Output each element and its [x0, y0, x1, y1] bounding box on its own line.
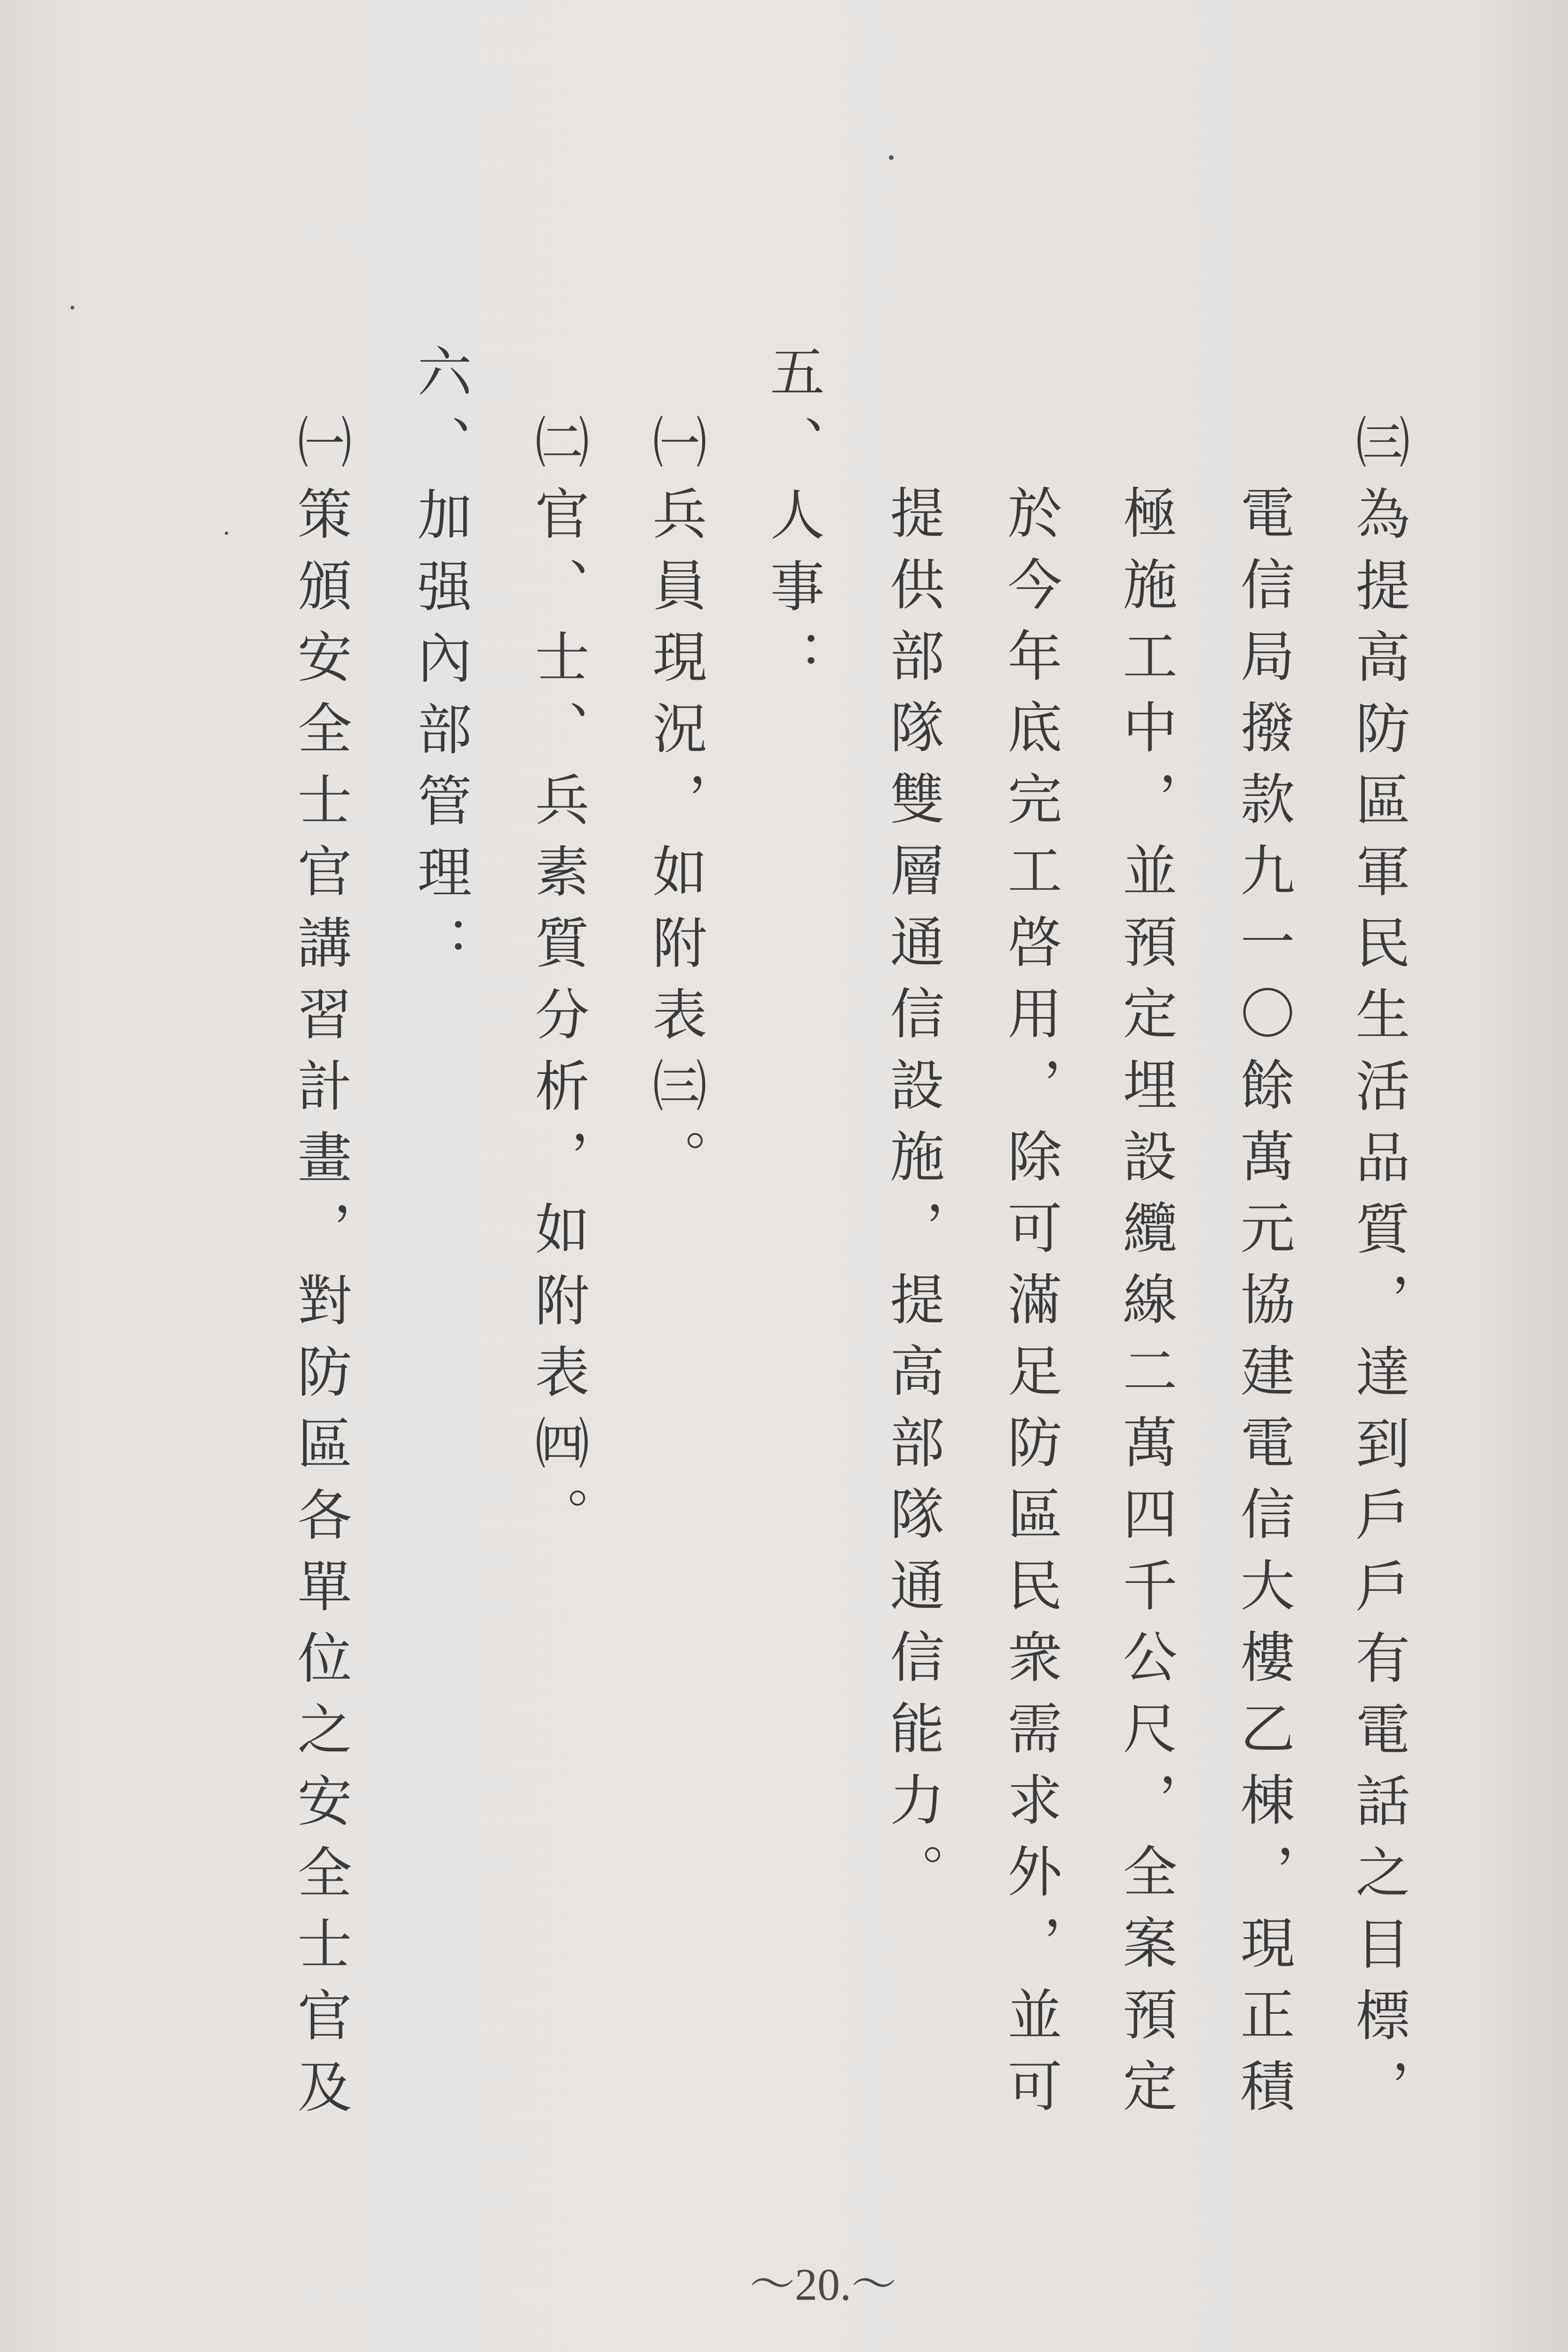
page-number: ～20.～: [750, 2259, 896, 2310]
text-column-7: ㈠兵員現況，如附表㈢。: [643, 414, 707, 1200]
text-column-4: 於今年底完工啓用，除可滿足防區民衆需求外，並可: [998, 485, 1062, 2129]
paper-speck: [71, 306, 74, 310]
text-column-5: 提供部隊雙層通信設施，提高部隊通信能力。: [881, 485, 944, 1915]
section-heading-personnel: 五、人事：: [761, 343, 824, 701]
paper-speck: [225, 532, 228, 535]
section-heading-internal-management: 六、加强內部管理：: [408, 343, 472, 987]
text-column-10: ㈠策頒安全士官講習計畫，對防區各單位之安全士官及: [288, 414, 352, 2130]
paper-speck: [889, 155, 894, 160]
text-column-2: 電信局撥款九一〇餘萬元協建電信大樓乙棟，現正積: [1231, 485, 1295, 2129]
text-column-8: ㈡官、士、兵素質分析，如附表㈣。: [526, 414, 589, 1558]
text-column-3: 極施工中，並預定埋設纜線二萬四千公尺，全案預定: [1114, 485, 1177, 2129]
text-column-1: ㈢為提高防區軍民生活品質，達到戶戶有電話之目標，: [1346, 414, 1410, 2130]
